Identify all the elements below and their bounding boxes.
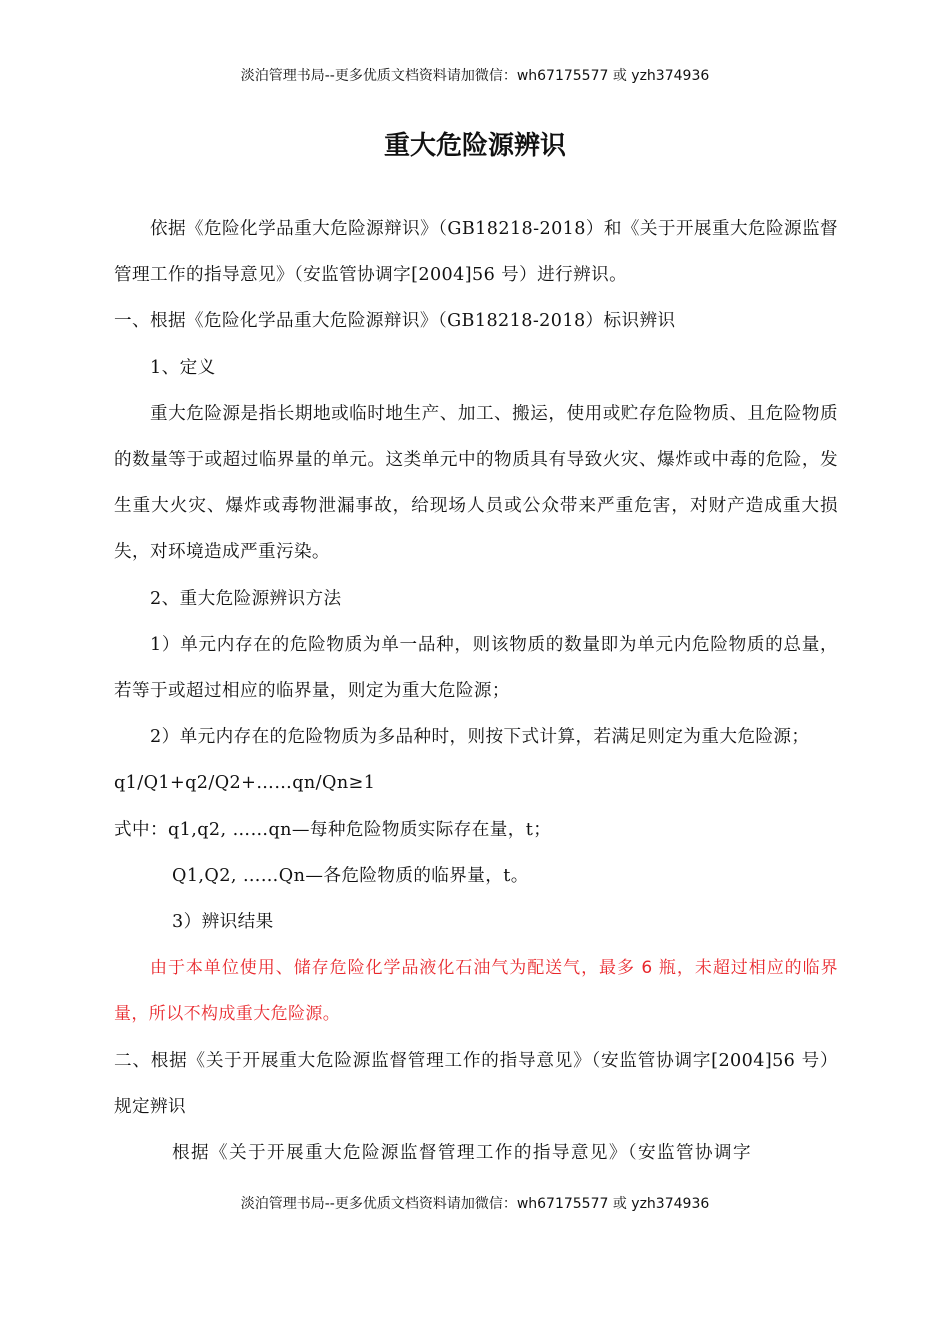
document-title: 重大危险源辨识: [383, 131, 566, 161]
formula-legend-q: 式中：q1,q2, ……qn—每种危险物质实际存在量，t；: [114, 819, 552, 840]
intro-paragraph: 依据《危险化学品重大危险源辩识》（GB18218-2018）和《关于开展重大危险源监督管理工作的指导意见》（安监管协调字[2004]56 号）进行辨识。: [114, 219, 838, 286]
section-two-heading: 二、根据《关于开展重大危险源监督管理工作的指导意见》（安监管协调字[2004]56 号）规定辨识: [114, 1050, 838, 1117]
definition-heading: 1、定义: [150, 357, 216, 378]
method-item-1: 1）单元内存在的危险物质为单一品种，则该物质的数量即为单元内危险物质的总量，若等于或超过相应的临界量，则定为重大危险源；: [114, 634, 838, 702]
formula-legend-Q: Q1,Q2, ……Qn—各危险物质的临界量，t。: [172, 865, 529, 886]
page-header: 淡泊管理书局--更多优质文档资料请加微信：wh67175577 或 yzh374936: [240, 68, 710, 84]
method-item-2: 2）单元内存在的危险物质为多品种时，则按下式计算，若满足则定为重大危险源；: [150, 727, 810, 748]
definition-paragraph: 重大危险源是指长期地或临时地生产、加工、搬运，使用或贮存危险物质、且危险物质的数量等于或超过临界量的单元。这类单元中的物质具有导致火灾、爆炸或中毒的危险，发生重大火灾、爆炸或毒物泄漏事故，给现场人员或公众带来严重危害，对财产造成重大损失，对环境造成严重污染。: [114, 403, 838, 563]
section-two-paragraph: 根据《关于开展重大危险源监督管理工作的指导意见》（安监管协调字: [172, 1143, 753, 1164]
document-body: [114, 206, 838, 1176]
page-footer: 淡泊管理书局--更多优质文档资料请加微信：wh67175577 或 yzh374936: [240, 1196, 710, 1212]
formula: q1/Q1+q2/Q2+……qn/Qn≥1: [114, 773, 376, 794]
result-heading: 3）辨识结果: [172, 912, 274, 933]
section-one-heading: 一、根据《危险化学品重大危险源辩识》（GB18218-2018）标识辨识: [114, 311, 676, 332]
method-heading: 2、重大危险源辨识方法: [150, 588, 342, 609]
result-paragraph: 由于本单位使用、储存危险化学品液化石油气为配送气，最多 6 瓶，未超过相应的临界量，所以不构成重大危险源。: [114, 958, 838, 1025]
